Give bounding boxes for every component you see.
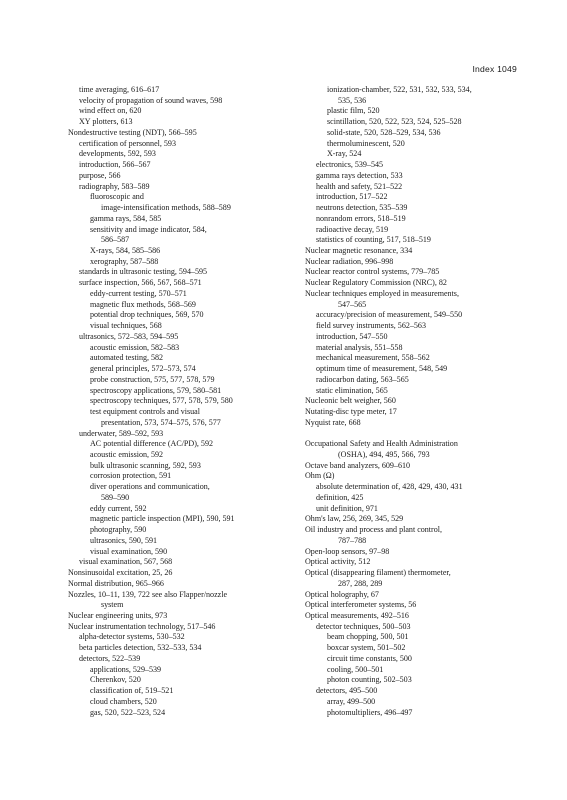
index-subentry: xerography, 587–588: [90, 256, 159, 266]
index-subentry: 586–587: [101, 235, 130, 245]
index-subentry: 589–590: [101, 492, 130, 502]
index-heading: Oil industry and process and plant control,: [305, 525, 442, 535]
index-subentry: potential drop techniques, 569, 570: [90, 310, 204, 320]
index-subentry: image-intensification methods, 588–589: [101, 203, 231, 213]
index-subentry: X-ray, 524: [327, 149, 362, 159]
index-heading: Occupational Safety and Health Administration: [305, 439, 458, 449]
index-subentry: alpha-detector systems, 530–532: [79, 632, 185, 642]
index-subentry: unit definition, 971: [316, 503, 378, 513]
index-subentry: accuracy/precision of measurement, 549–550: [316, 310, 463, 320]
index-subentry: solid-state, 520, 528–529, 534, 536: [327, 127, 441, 137]
index-subentry: radioactive decay, 519: [316, 224, 389, 234]
index-subentry: detectors, 522–539: [79, 653, 141, 663]
index-subentry: automated testing, 582: [90, 353, 164, 363]
index-subentry: visual examination, 567, 568: [79, 557, 173, 567]
index-subentry: 787–788: [338, 535, 367, 545]
index-subentry: statistics of counting, 517, 518–519: [316, 235, 431, 245]
index-heading: Nucleonic belt weigher, 560: [305, 396, 396, 406]
index-subentry: circuit time constants, 500: [327, 653, 412, 663]
index-subentry: boxcar system, 501–502: [327, 643, 406, 653]
index-heading: Nuclear engineering units, 973: [68, 610, 168, 620]
index-heading: Optical (disappearing filament) thermometer,: [305, 568, 451, 578]
index-subentry: AC potential difference (AC/PD), 592: [90, 439, 213, 449]
index-subentry: radiography, 583–589: [79, 181, 150, 191]
index-subentry: applications, 529–539: [90, 664, 162, 674]
index-subentry: array, 499–500: [327, 696, 376, 706]
index-column-right: [305, 85, 529, 718]
index-heading: Octave band analyzers, 609–610: [305, 460, 411, 470]
index-subentry: visual examination, 590: [90, 546, 168, 556]
index-subentry: underwater, 589–592, 593: [79, 428, 164, 438]
index-subentry: neutrons detection, 535–539: [316, 203, 408, 213]
index-subentry: spectroscopy applications, 579, 580–581: [90, 385, 222, 395]
index-heading: Optical activity, 512: [305, 557, 371, 567]
index-subentry: general principles, 572–573, 574: [90, 364, 196, 374]
index-subentry: static elimination, 565: [316, 385, 388, 395]
index-subentry: absolute determination of, 428, 429, 430, 431: [316, 482, 463, 492]
index-subentry: material analysis, 551–558: [316, 342, 403, 352]
index-subentry: magnetic flux methods, 568–569: [90, 299, 196, 309]
index-subentry: beam chopping, 500, 501: [327, 632, 409, 642]
index-heading: Nuclear reactor control systems, 779–785: [305, 267, 440, 277]
index-heading: Nuclear magnetic resonance, 334: [305, 246, 413, 256]
index-subentry: scintillation, 520, 522, 523, 524, 525–528: [327, 117, 462, 127]
index-subentry: plastic film, 520: [327, 106, 380, 116]
index-heading: Nonsinusoidal excitation, 25, 26: [68, 568, 173, 578]
section-gap: [305, 429, 529, 440]
index-subentry: system: [101, 600, 124, 610]
index-heading: Normal distribution, 965–966: [68, 578, 164, 588]
index-heading: Optical holography, 67: [305, 589, 379, 599]
index-subentry: Cherenkov, 520: [90, 675, 141, 685]
index-heading: Optical measurements, 492–516: [305, 610, 409, 620]
index-subentry: magnetic particle inspection (MPI), 590, 591: [90, 514, 235, 524]
index-subentry: ionization-chamber, 522, 531, 532, 533, 534,: [327, 85, 472, 94]
index-subentry: thermoluminescent, 520: [327, 138, 405, 148]
index-heading: Nondestructive testing (NDT), 566–595: [68, 127, 197, 137]
index-subentry: wind effect on, 620: [79, 106, 142, 116]
index-subentry: corrosion protection, 591: [90, 471, 172, 481]
index-subentry: cloud chambers, 520: [90, 696, 157, 706]
index-subentry: gas, 520, 522–523, 524: [90, 707, 166, 717]
index-subentry: 287, 288, 289: [338, 578, 383, 588]
index-subentry: detectors, 495–500: [316, 686, 378, 696]
index-subentry: standards in ultrasonic testing, 594–595: [79, 267, 208, 277]
index-subentry: time averaging, 616–617: [79, 85, 160, 94]
index-subentry: developments, 592, 593: [79, 149, 156, 159]
index-subentry: nonrandom errors, 518–519: [316, 213, 406, 223]
index-subentry: 547–565: [338, 299, 367, 309]
index-heading: Nuclear instrumentation technology, 517–546: [68, 621, 216, 631]
index-subentry: diver operations and communication,: [90, 482, 210, 492]
index-subentry: detector techniques, 500–503: [316, 621, 411, 631]
index-subentry: photon counting, 502–503: [327, 675, 412, 685]
index-subentry: acoustic emission, 582–583: [90, 342, 180, 352]
index-subentry: health and safety, 521–522: [316, 181, 403, 191]
index-subentry: surface inspection, 566, 567, 568–571: [79, 278, 202, 288]
index-heading: Nuclear Regulatory Commission (NRC), 82: [305, 278, 447, 288]
index-subentry: gamma rays detection, 533: [316, 170, 403, 180]
index-subentry: velocity of propagation of sound waves, 598: [79, 95, 223, 105]
index-subentry: spectroscopy techniques, 577, 578, 579, 580: [90, 396, 233, 406]
index-heading: Optical interferometer systems, 56: [305, 600, 417, 610]
index-subentry: 535, 536: [338, 95, 367, 105]
index-subentry: introduction, 566–567: [79, 160, 151, 170]
index-subentry: (OSHA), 494, 495, 566, 793: [338, 449, 430, 459]
index-subentry: fluoroscopic and: [90, 192, 144, 202]
index-subentry: definition, 425: [316, 492, 364, 502]
index-subentry: bulk ultrasonic scanning, 592, 593: [90, 460, 201, 470]
index-subentry: radiocarbon dating, 563–565: [316, 374, 409, 384]
index-subentry: presentation, 573, 574–575, 576, 577: [101, 417, 221, 427]
index-subentry: X-rays, 584, 585–586: [90, 246, 161, 256]
index-subentry: photomultipliers, 496–497: [327, 707, 413, 717]
index-subentry: classification of, 519–521: [90, 686, 174, 696]
index-subentry: introduction, 547–550: [316, 331, 388, 341]
index-subentry: certification of personnel, 593: [79, 138, 176, 148]
index-heading: Nuclear techniques employed in measurements,: [305, 288, 459, 298]
index-heading: Ohm (Ω): [305, 471, 335, 481]
index-subentry: mechanical measurement, 558–562: [316, 353, 430, 363]
index-subentry: purpose, 566: [79, 170, 121, 180]
index-subentry: ultrasonics, 572–583, 594–595: [79, 331, 179, 341]
index-heading: Nyquist rate, 668: [305, 417, 361, 427]
index-subentry: ultrasonics, 590, 591: [90, 535, 158, 545]
index-subentry: beta particles detection, 532–533, 534: [79, 643, 202, 653]
index-heading: Open-loop sensors, 97–98: [305, 546, 390, 556]
index-subentry: optimum time of measurement, 548, 549: [316, 364, 448, 374]
index-subentry: acoustic emission, 592: [90, 449, 164, 459]
index-heading: Nuclear radiation, 996–998: [305, 256, 394, 266]
index-heading: Nozzles, 10–11, 139, 722 see also Flapper/nozzle: [68, 589, 228, 599]
index-heading: Nutating-disc type meter, 17: [305, 407, 397, 417]
index-subentry: cooling, 500–501: [327, 664, 384, 674]
index-subentry: eddy-current testing, 570–571: [90, 288, 187, 298]
index-subentry: probe construction, 575, 577, 578, 579: [90, 374, 215, 384]
index-subentry: field survey instruments, 562–563: [316, 321, 426, 331]
index-subentry: electronics, 539–545: [316, 160, 384, 170]
index-subentry: test equipment controls and visual: [90, 407, 200, 417]
index-subentry: visual techniques, 568: [90, 321, 162, 331]
index-subentry: introduction, 517–522: [316, 192, 388, 202]
index-subentry: sensitivity and image indicator, 584,: [90, 224, 207, 234]
index-subentry: gamma rays, 584, 585: [90, 213, 162, 223]
index-subentry: eddy current, 592: [90, 503, 147, 513]
index-column-left: [68, 85, 292, 718]
index-subentry: photography, 590: [90, 525, 147, 535]
index-heading: Ohm's law, 256, 269, 345, 529: [305, 514, 404, 524]
index-subentry: XY plotters, 613: [79, 117, 133, 127]
page-header: Index 1049: [472, 64, 517, 74]
